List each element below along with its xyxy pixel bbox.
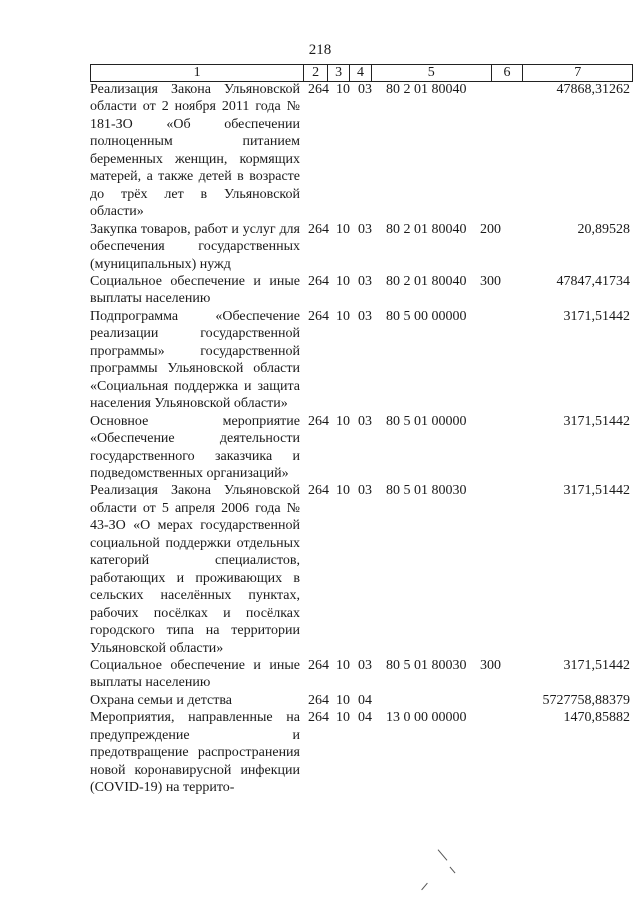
table-row xyxy=(90,273,640,308)
header-col-2: 2 xyxy=(304,65,328,81)
table-row xyxy=(90,308,640,413)
row-amount: 20,89528 xyxy=(577,221,630,237)
row-name: Социальное обеспечение и иные выплаты населению xyxy=(90,657,300,691)
row-section-code: 10 xyxy=(336,692,350,708)
row-expense-type xyxy=(480,482,510,657)
row-target-article: 80 5 00 00000 xyxy=(386,308,467,324)
row-gr-code: 264 xyxy=(308,82,329,97)
row-subsection-code: 04 xyxy=(358,710,372,726)
row-target-article: 80 2 01 80040 xyxy=(386,273,467,289)
budget-table-body xyxy=(90,81,640,797)
row-subsection-code: 03 xyxy=(358,82,372,97)
row-amount: 3171,51442 xyxy=(563,483,630,499)
table-row xyxy=(90,692,640,709)
row-gr-code: 264 xyxy=(308,692,329,708)
row-name: Мероприятия, направленные на предупреждение и предотвращение распространения новой коронавирусной инфекции (COVID-19) на террито- xyxy=(90,710,300,796)
row-amount: 5727758,88379 xyxy=(542,692,630,708)
header-col-6: 6 xyxy=(492,65,524,81)
row-section-code: 10 xyxy=(336,483,350,499)
row-expense-type: 300 xyxy=(480,273,501,289)
row-gr-code: 264 xyxy=(308,657,329,673)
table-row xyxy=(90,221,640,273)
header-col-4: 4 xyxy=(350,65,372,81)
row-section-code: 10 xyxy=(336,308,350,324)
row-expense-type: 300 xyxy=(480,657,501,673)
row-expense-type xyxy=(480,413,510,483)
table-row xyxy=(90,81,640,221)
header-col-3: 3 xyxy=(328,65,350,81)
row-name: Социальное обеспечение и иные выплаты населению xyxy=(90,273,300,307)
row-target-article xyxy=(380,692,480,709)
scan-mark xyxy=(450,867,456,874)
row-name: Охрана семьи и детства xyxy=(90,692,232,708)
row-section-code: 10 xyxy=(336,413,350,429)
row-name: Реализация Закона Ульяновской области от 5 апреля 2006 года № 43-ЗО «О мерах государственной социальной поддержки отдельных категорий специалистов, работающих и проживающих в сельских населённых пунктах, рабочих посёлках и посёлках городского типа на территории Ульяновской области» xyxy=(90,483,300,656)
row-target-article: 80 5 01 80030 xyxy=(386,657,467,673)
row-section-code: 10 xyxy=(336,657,350,673)
row-expense-type xyxy=(480,308,510,413)
row-amount: 1470,85882 xyxy=(563,710,630,726)
row-name: Закупка товаров, работ и услуг для обеспечения государственных (муниципальных) нужд xyxy=(90,221,300,272)
row-amount: 3171,51442 xyxy=(563,308,630,324)
scan-mark xyxy=(421,883,428,891)
row-target-article: 80 2 01 80040 xyxy=(386,82,467,97)
row-section-code: 10 xyxy=(336,221,350,237)
row-section-code: 10 xyxy=(336,273,350,289)
row-gr-code: 264 xyxy=(308,710,329,726)
row-subsection-code: 03 xyxy=(358,413,372,429)
page-number: 218 xyxy=(308,42,332,58)
row-subsection-code: 03 xyxy=(358,273,372,289)
row-name: Подпрограмма «Обеспечение реализации государственной программы» государственной программы Ульяновской области «Социальная поддержка и защита населения Ульяновской области» xyxy=(90,308,300,412)
row-expense-type: 200 xyxy=(480,221,501,237)
header-col-1: 1 xyxy=(91,65,304,81)
row-amount: 3171,51442 xyxy=(563,413,630,429)
row-subsection-code: 03 xyxy=(358,221,372,237)
row-section-code: 10 xyxy=(336,82,350,97)
row-amount: 47868,31262 xyxy=(556,82,630,97)
table-row xyxy=(90,413,640,483)
table-row xyxy=(90,709,640,796)
row-subsection-code: 04 xyxy=(358,692,372,708)
row-amount: 47847,41734 xyxy=(556,273,630,289)
header-col-5: 5 xyxy=(372,65,492,81)
row-section-code: 10 xyxy=(336,710,350,726)
row-gr-code: 264 xyxy=(308,273,329,289)
row-gr-code: 264 xyxy=(308,308,329,324)
row-amount: 3171,51442 xyxy=(563,657,630,673)
row-gr-code: 264 xyxy=(308,483,329,499)
row-target-article: 80 2 01 80040 xyxy=(386,221,467,237)
row-target-article: 80 5 01 00000 xyxy=(386,413,467,429)
row-expense-type xyxy=(480,81,510,221)
row-gr-code: 264 xyxy=(308,413,329,429)
row-subsection-code: 03 xyxy=(358,483,372,499)
row-gr-code: 264 xyxy=(308,221,329,237)
header-col-7: 7 xyxy=(574,65,582,80)
table-row xyxy=(90,482,640,657)
row-target-article: 80 5 01 80030 xyxy=(386,483,467,499)
row-subsection-code: 03 xyxy=(358,657,372,673)
table-row xyxy=(90,657,640,692)
row-expense-type xyxy=(480,692,510,709)
table-header xyxy=(90,64,633,82)
row-subsection-code: 03 xyxy=(358,308,372,324)
row-name: Реализация Закона Ульяновской области от 2 ноября 2011 года № 181-ЗО «Об обеспечении полноценным питанием беременных женщин, кормящих матерей, а также детей в возрасте до трёх лет в Ульяновской области» xyxy=(90,82,300,220)
scan-mark xyxy=(438,849,448,860)
row-expense-type xyxy=(480,709,510,796)
row-target-article: 13 0 00 00000 xyxy=(386,710,467,726)
row-name: Основное мероприятие «Обеспечение деятельности государственного заказчика и подведомственных организаций» xyxy=(90,413,300,481)
